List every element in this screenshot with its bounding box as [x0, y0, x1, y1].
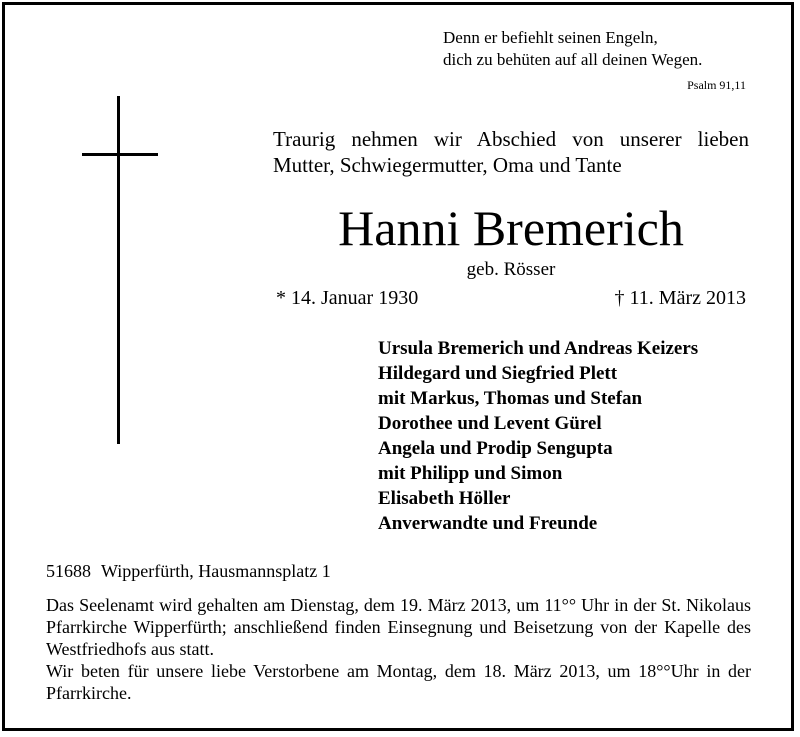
death-date: † 11. März 2013	[614, 287, 746, 309]
service-paragraph-2: Wir beten für unsere liebe Verstorbene am Montag, dem 18. März 2013, um 18°°Uhr in der Pfarrkirche.	[46, 661, 751, 703]
service-notice	[46, 594, 751, 704]
mourner-line: Angela und Prodip Sengupta	[378, 438, 613, 459]
mourner-line: Elisabeth Höller	[378, 488, 511, 509]
mourner-line: mit Philipp und Simon	[378, 463, 563, 484]
maiden-name: geb. Rösser	[466, 259, 556, 280]
address-postcode: 51688	[46, 561, 91, 581]
address	[46, 559, 331, 583]
mourners-list	[378, 336, 698, 536]
address-city-street: Wipperfürth, Hausmannsplatz 1	[101, 561, 331, 581]
deceased-name: Hanni Bremerich	[338, 200, 684, 256]
psalm-reference: Psalm 91,11	[687, 78, 746, 92]
mourner-line: Hildegard und Siegfried Plett	[378, 363, 618, 384]
birth-date: * 14. Januar 1930	[276, 287, 419, 309]
service-paragraph-1: Das Seelenamt wird gehalten am Dienstag, dem 19. März 2013, um 11°° Uhr in der St. Nikolaus Pfarrkirche Wipperfürth; anschließend finden Einsegnung und Beisetzung von der Kapelle des Westfriedhofs aus statt.	[46, 595, 751, 659]
intro-text: Traurig nehmen wir Abschied von unserer lieben Mutter, Schwiegermutter, Oma und Tante	[273, 127, 749, 177]
mourner-line: Dorothee und Levent Gürel	[378, 413, 602, 434]
psalm-line-1: Denn er befiehlt seinen Engeln,	[443, 28, 658, 47]
cross-horizontal-bar	[82, 153, 158, 156]
mourner-line: Anverwandte und Freunde	[378, 513, 598, 534]
mourner-line: mit Markus, Thomas und Stefan	[378, 388, 643, 409]
psalm-line-2: dich zu behüten auf all deinen Wegen.	[443, 50, 703, 69]
cross-vertical-bar	[117, 96, 120, 444]
mourner-line: Ursula Bremerich und Andreas Keizers	[378, 338, 699, 359]
